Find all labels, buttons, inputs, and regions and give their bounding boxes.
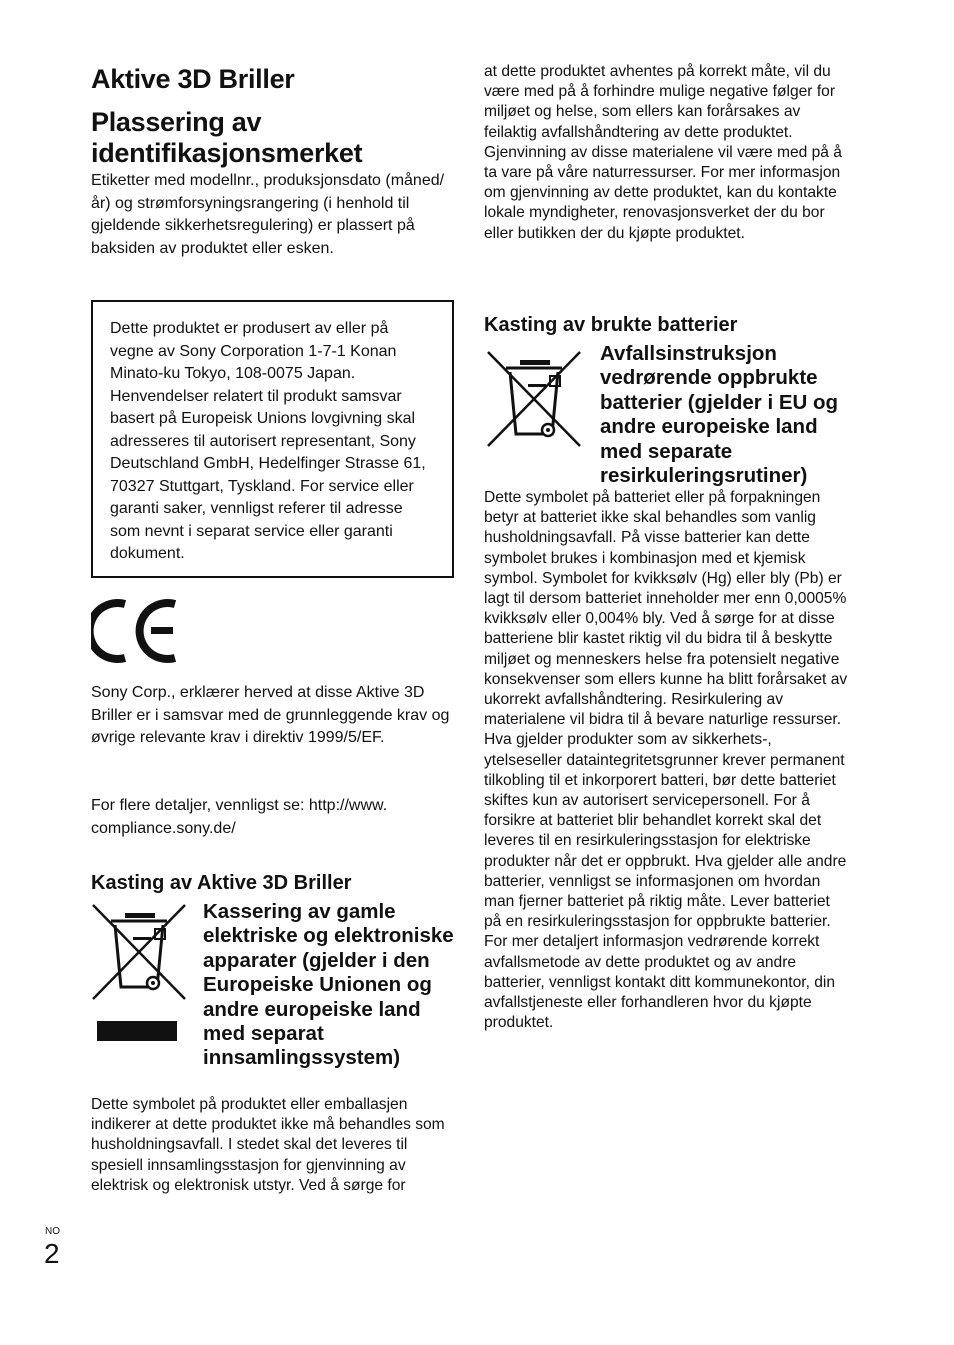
battery-text: Dette symbolet på batteriet eller på forpakningen betyr at batteriet ikke skal behandles som vanlig husholdningsavfall. På visse batterier kan dette symbolet brukes i kombinasjon med et kjemisk symbol. Symbolet for kvikksølv (Hg) eller bly (Pb) er lagt til dersom batteriet inneholder mer enn 0,0005% kvikksølv eller 0,004% bly. Ved å sørge for at disse batteriene blir kastet riktig vil du bidra til å beskytte miljøet og menneskers helse fra potensielt negative konsekvenser som ellers kunne ha blitt forårsaket av ukorrekt avfallshåndtering. Resirkulering av materialene vil bidra til å bevare naturlige ressurser. Hva gjelder produkter som av sikkerhets-, ytelseseller dataintegritetsgrunner krever permanent tilkobling til et inkorporert batteri, bør dette batteriet skiftes kun av autorisert servicepersonell. For å forsikre at batteriet blir behandlet korrekt skal det leveres til en resirkuleringsstasjon for elektriske produkter når det er oppbrukt. Hva gjelder alle andre batterier, vennligst se informasjonen om hvordan man fjerner batteriet på riktig måte. Lever batteriet på en resirkuleringsstasjon for oppbrukte batterier. For mer detaljert informasjon vedrørende korrekt avfallsmetode av dette produktet og av andre batterier, vennligst kontakt ditt kommunekontor, din avfallstjeneste eller forhandleren hvor du kjøpte produktet. bbox=[484, 489, 848, 1032]
declaration-text: Sony Corp., erklærer herved at disse Aktive 3D Briller er i samsvar med de grunnleggende krav og øvrige relevante krav i direktiv 1999/5/EF. bbox=[91, 684, 450, 746]
battery-subheading: Avfallsinstruksjon vedrørende oppbrukte batterier (gjelder i EU og andre europeiske land med separate resirkuleringsrutiner) bbox=[600, 342, 839, 488]
battery-disposal-heading: Kasting av brukte batterier bbox=[484, 314, 738, 336]
weee-text-continued: at dette produktet avhentes på korrekt måte, vil du være med på å forhindre mulige negative følger for miljøet og helse, som ellers kan forårsakes av feilaktig avfallshåndtering av dette produktet. Gjenvinning av disse materialene vil være med på å ta vare på våre naturressurser. For mer informasjon om gjenvinning av dette produktet, kan du kontakte lokale myndigheter, renovasjonsverket der du bor eller butikken der du kjøpte produktet. bbox=[484, 63, 842, 242]
crossed-out-bin-icon bbox=[91, 903, 187, 1043]
manufacturer-info-text: Dette produktet er produsert av eller på vegne av Sony Corporation 1-7-1 Konan Minato-ku Tokyo, 108-0075 Japan. Henvendelser relatert til produkt samsvar basert på Europeisk Unions lovgivning skal adresseres til autorisert representant, Sony Deutschland GmbH, Hedelfinger Strasse 61, 70327 Stuttgart, Tyskland. For service eller garanti saker, vennligst referer til adresse som nevnt i separat service eller garanti dokument. bbox=[110, 320, 426, 562]
weee-text: Dette symbolet på produktet eller emballasjen indikerer at dette produktet ikke må behandles som husholdningsavfall. I stedet skal det leveres til spesiell innsamlingsstasjon for gjenvinning av elektrisk og elektronisk utstyr. Ved å sørge for bbox=[91, 1096, 445, 1194]
page-number: 2 bbox=[44, 1238, 60, 1269]
manufacturer-info-box bbox=[91, 300, 454, 578]
weee-heading: Kassering av gamle elektriske og elektroniske apparater (gjelder i den Europeiske Unionen og andre europeiske land med separat innsamlingssystem) bbox=[203, 900, 454, 1070]
section-title-identification: Plassering av identifikasjonsmerket bbox=[91, 107, 363, 168]
crossed-out-bin-icon bbox=[486, 350, 582, 450]
label-location-text: Etiketter med modellnr., produksjonsdato (måned/år) og strømforsyningsrangering (i henhold til gjeldende sikkerhetsregulering) er plassert på baksiden av produktet eller esken. bbox=[91, 172, 445, 257]
disposal-heading: Kasting av Aktive 3D Briller bbox=[91, 872, 352, 894]
ce-mark-icon bbox=[91, 598, 181, 664]
page-title: Aktive 3D Briller bbox=[91, 64, 295, 94]
compliance-link-text: For flere detaljer, vennligst se: http://www. compliance.sony.de/ bbox=[91, 797, 388, 837]
language-code: NO bbox=[45, 1226, 60, 1237]
